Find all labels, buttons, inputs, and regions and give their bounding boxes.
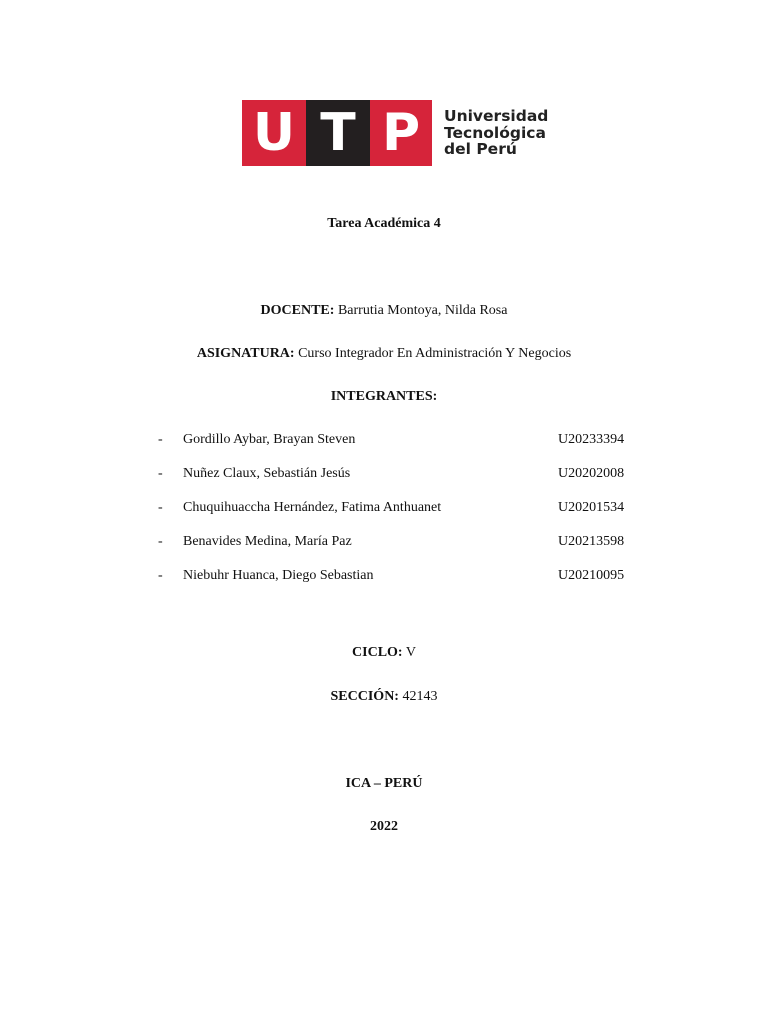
asignatura-value: Curso Integrador En Administración Y Negocios bbox=[298, 346, 572, 361]
document-title: Tarea Académica 4 bbox=[327, 216, 441, 231]
member-row bbox=[0, 568, 768, 586]
logo-text-line-3: del Perú bbox=[444, 140, 517, 158]
member-name: Niebuhr Huanca, Diego Sebastian bbox=[183, 568, 374, 583]
logo-university-name bbox=[444, 108, 548, 158]
seccion-value: 42143 bbox=[402, 689, 438, 704]
logo-text-line-1: Universidad bbox=[444, 107, 549, 125]
member-code: U20233394 bbox=[558, 432, 625, 447]
logo-letter-p: P bbox=[370, 100, 432, 166]
docente-value: Barrutia Montoya, Nilda Rosa bbox=[337, 303, 508, 318]
member-bullet: - bbox=[158, 466, 163, 481]
member-name: Gordillo Aybar, Brayan Steven bbox=[183, 432, 356, 447]
member-code: U20210095 bbox=[558, 568, 625, 583]
seccion-line bbox=[0, 689, 768, 705]
logo-letter-u: U bbox=[242, 100, 306, 166]
member-name: Chuquihuaccha Hernández, Fatima Anthuanet bbox=[183, 500, 442, 515]
member-row bbox=[0, 500, 768, 518]
member-code: U20213598 bbox=[558, 534, 625, 549]
integrantes-heading: INTEGRANTES: bbox=[330, 389, 438, 404]
member-name: Benavides Medina, María Paz bbox=[183, 534, 352, 549]
logo-letter-t: T bbox=[306, 100, 370, 166]
member-code: U20201534 bbox=[558, 500, 625, 515]
member-bullet: - bbox=[158, 534, 163, 549]
year: 2022 bbox=[370, 819, 398, 834]
asignatura-label: ASIGNATURA: bbox=[196, 346, 295, 361]
member-code: U20202008 bbox=[558, 466, 625, 481]
member-row bbox=[0, 534, 768, 552]
asignatura-line bbox=[0, 346, 768, 362]
logo-text-line-2: Tecnológica bbox=[444, 123, 546, 142]
member-bullet: - bbox=[158, 500, 163, 515]
member-row bbox=[0, 432, 768, 450]
docente-label: DOCENTE: bbox=[260, 303, 335, 318]
ciclo-value: V bbox=[405, 645, 416, 660]
member-bullet: - bbox=[158, 432, 163, 447]
ciclo-label: CICLO: bbox=[352, 645, 403, 660]
member-bullet: - bbox=[158, 568, 163, 583]
ciclo-line bbox=[0, 645, 768, 661]
docente-line bbox=[0, 303, 768, 319]
seccion-label: SECCIÓN: bbox=[330, 689, 399, 704]
utp-logo bbox=[242, 100, 549, 166]
location: ICA – PERÚ bbox=[345, 776, 423, 791]
member-name: Nuñez Claux, Sebastián Jesús bbox=[183, 466, 351, 481]
member-row bbox=[0, 466, 768, 484]
